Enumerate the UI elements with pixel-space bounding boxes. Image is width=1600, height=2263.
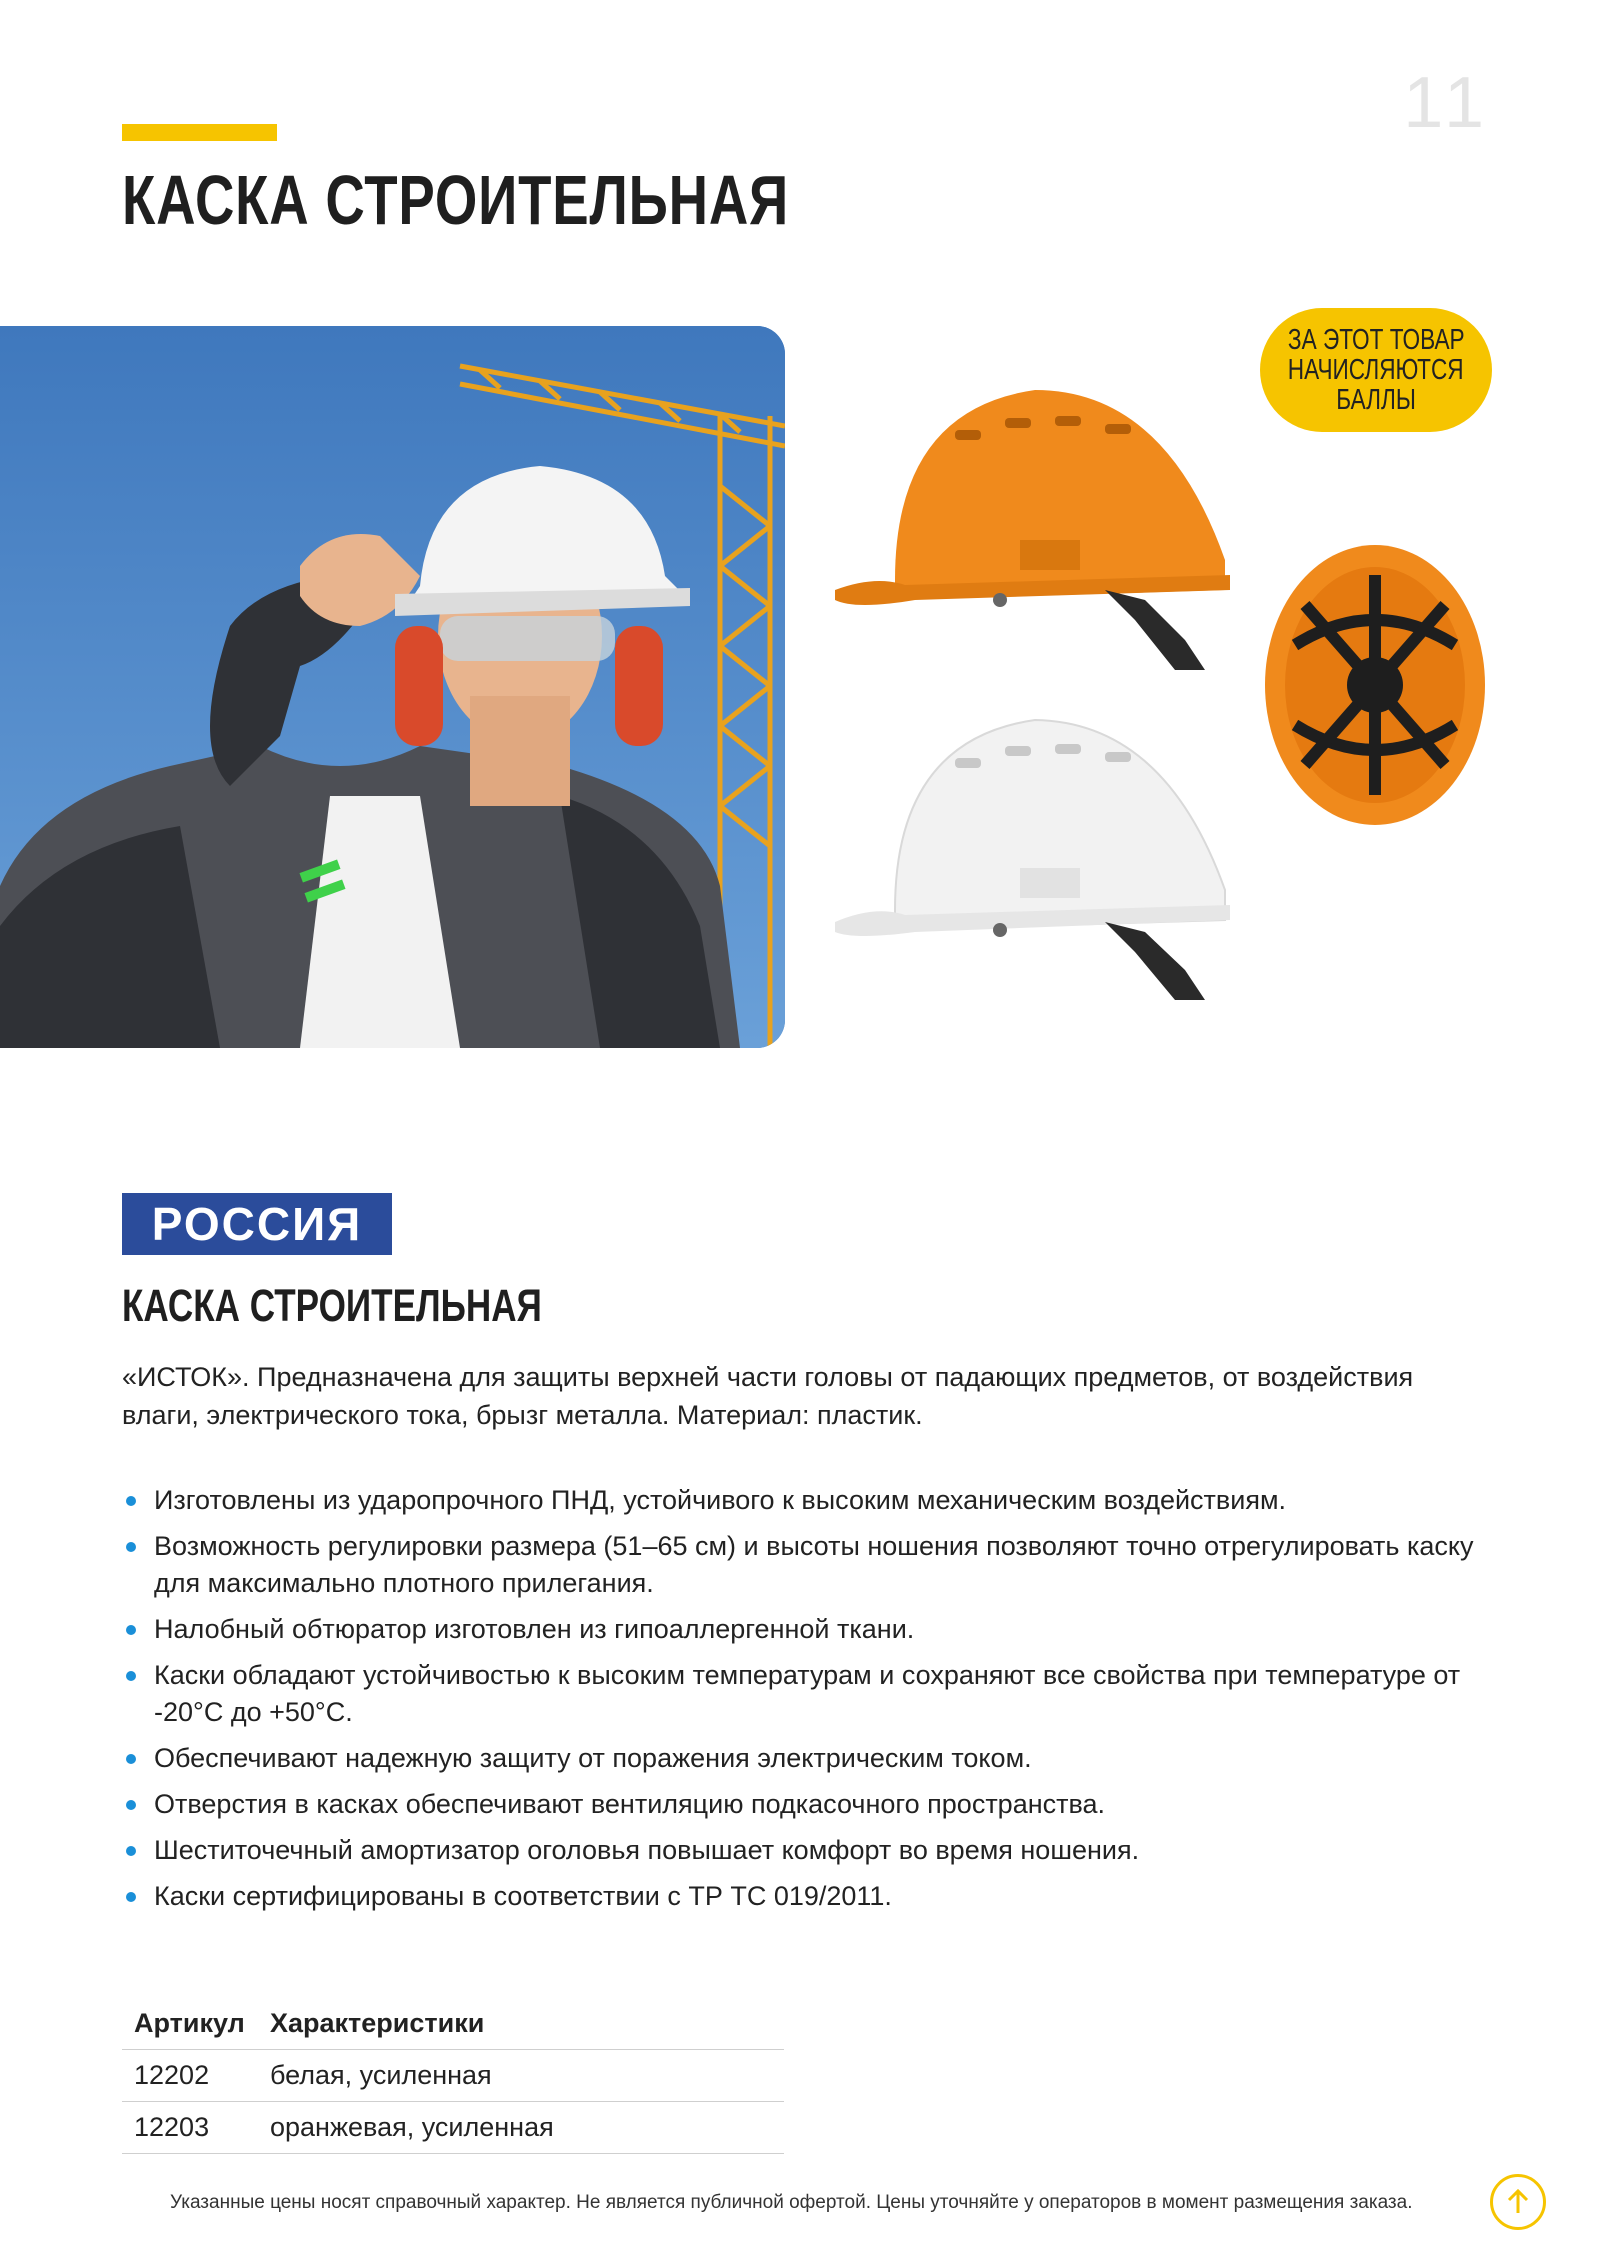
- column-header-specs: Характеристики: [258, 1998, 784, 2050]
- badge-line: БАЛЛЫ: [1336, 384, 1416, 416]
- feature-item: Изготовлены из ударопрочного ПНД, устойчивого к высоким механическим воздействиям.: [122, 1482, 1492, 1519]
- badge-line: ЗА ЭТОТ ТОВАР: [1287, 324, 1465, 356]
- scroll-to-top-button[interactable]: [1490, 2174, 1546, 2230]
- feature-list: [122, 1482, 1492, 1924]
- orange-helmet-image: [835, 350, 1235, 680]
- feature-item: Каски сертифицированы в соответствии с ТР ТС 019/2011.: [122, 1878, 1492, 1915]
- footer-disclaimer: Указанные цены носят справочный характер. Не является публичной офертой. Цены уточняйте у операторов в момент размещения заказа.: [170, 2192, 1413, 2213]
- hero-photo-worker: [0, 326, 785, 1048]
- feature-item: Возможность регулировки размера (51–65 см) и высоты ношения позволяют точно отрегулировать каску для максимально плотного прилегания.: [122, 1528, 1492, 1602]
- table-row: [122, 2102, 784, 2154]
- feature-item: Налобный обтюратор изготовлен из гипоаллергенной ткани.: [122, 1611, 1492, 1648]
- specs-cell: оранжевая, усиленная: [258, 2102, 784, 2154]
- points-badge: [1260, 308, 1492, 432]
- product-description: «ИСТОК». Предназначена для защиты верхней части головы от падающих предметов, от воздействия влаги, электрического тока, брызг металла. Материал: пластик.: [122, 1362, 1414, 1430]
- table-header-row: [122, 1998, 784, 2050]
- article-cell: 12202: [122, 2050, 258, 2102]
- badge-line: НАЧИСЛЯЮТСЯ: [1288, 354, 1464, 386]
- spec-table: [122, 1998, 784, 2154]
- table-row: [122, 2050, 784, 2102]
- specs-cell: белая, усиленная: [258, 2050, 784, 2102]
- feature-item: Шеститочечный амортизатор оголовья повышает комфорт во время ношения.: [122, 1832, 1492, 1869]
- arrow-up-circle-icon: [1503, 2187, 1533, 2217]
- feature-item: Каски обладают устойчивостью к высоким температурам и сохраняют все свойства при температуре от -20°С до +50°С.: [122, 1657, 1492, 1731]
- feature-item: Обеспечивают надежную защиту от поражения электрическим током.: [122, 1740, 1492, 1777]
- column-header-article: Артикул: [122, 1998, 258, 2050]
- feature-item: Отверстия в касках обеспечивают вентиляцию подкасочного пространства.: [122, 1786, 1492, 1823]
- page-number: 11: [1403, 63, 1490, 143]
- page-title: КАСКА СТРОИТЕЛЬНАЯ: [122, 161, 790, 239]
- product-name: КАСКА СТРОИТЕЛЬНАЯ: [122, 1280, 542, 1331]
- orange-helmet-inside-image: [1255, 535, 1495, 835]
- title-accent-bar: [122, 124, 277, 141]
- country-label: РОССИЯ: [122, 1193, 392, 1255]
- article-cell: 12203: [122, 2102, 258, 2154]
- white-helmet-image: [835, 700, 1235, 1020]
